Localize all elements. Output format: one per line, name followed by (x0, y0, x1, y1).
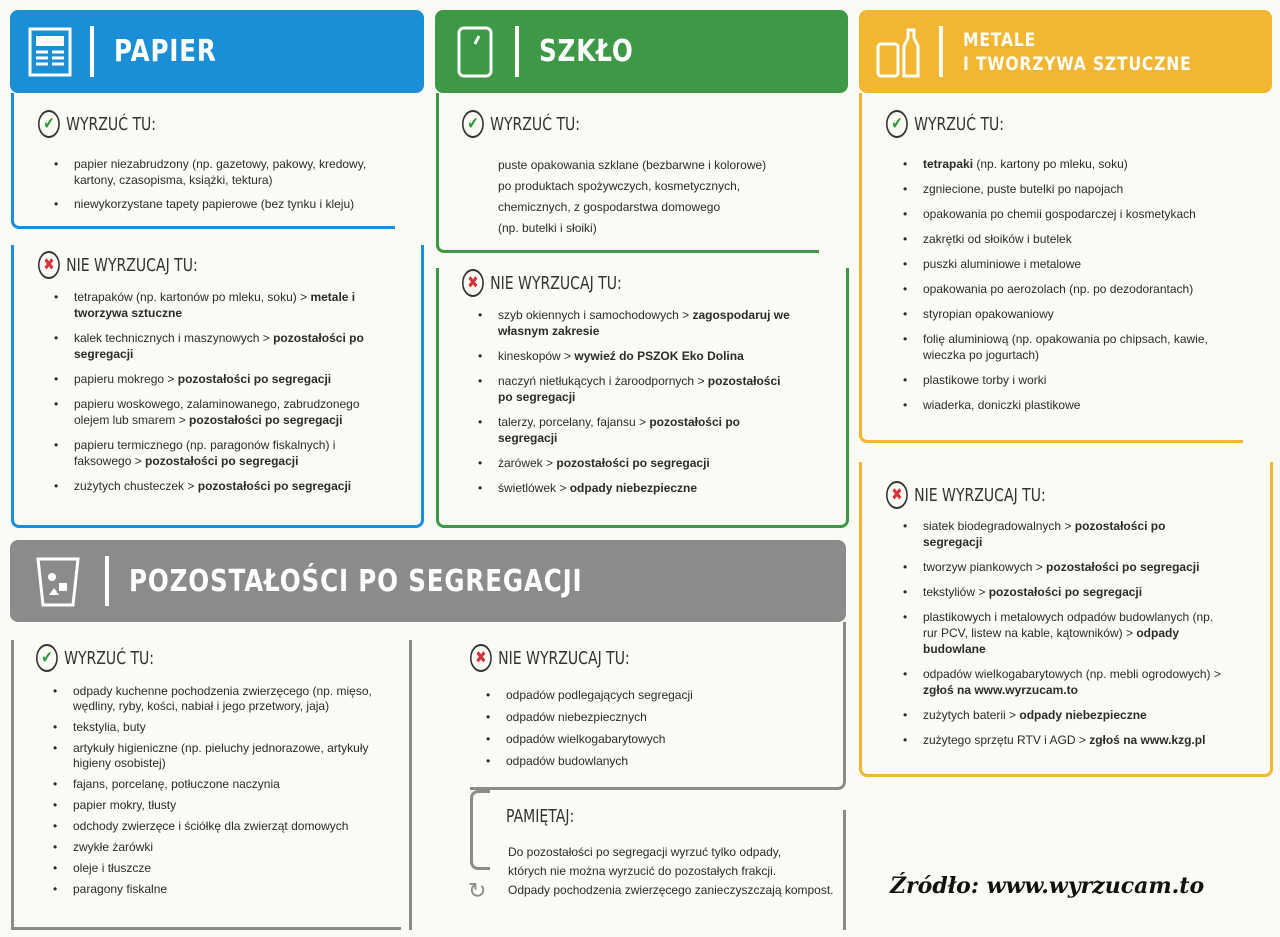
list-item: • fajans, porcelanę, potłuczone naczynia (73, 777, 383, 792)
item-text: puszki aluminiowe i metalowe (923, 257, 1082, 271)
metale-yes-heading: ✔ WYRZUĆ TU: (886, 110, 1004, 138)
list-item (923, 559, 1223, 575)
list-item (498, 455, 798, 471)
list-item: po produktach spożywczych, kosmetycznych, (498, 179, 741, 193)
item-target: pozostałości po segregacji (498, 374, 781, 404)
item-target: wywieź do PSZOK Eko Dolina (574, 349, 744, 363)
item-text: zużytych chusteczek > (74, 479, 198, 493)
item-text: kalek technicznych i maszynowych > (74, 331, 274, 345)
item-text: zakrętki od słoików i butelek (923, 232, 1072, 246)
list-item (923, 306, 1223, 322)
list-item (923, 181, 1223, 197)
papier-yes-list (74, 156, 394, 212)
cross-icon: ✖ (38, 251, 60, 279)
list-item (498, 414, 798, 446)
list-item (923, 707, 1223, 723)
list-item (923, 372, 1223, 388)
item-text: naczyń nietłukących i żaroodpornych > (498, 374, 708, 388)
list-item (498, 373, 798, 405)
papier-title: PAPIER (114, 34, 217, 69)
metale-header (859, 10, 1272, 93)
list-item (923, 331, 1223, 363)
cross-icon: ✖ (470, 644, 492, 672)
item-target: odpady niebezpieczne (569, 481, 698, 495)
list-item: (np. butelki i słoiki) (498, 221, 597, 235)
list-item: • tekstylia, buty (73, 720, 383, 735)
list-item: • odpady kuchenne pochodzenia zwierzęcego (np. mięso, wędliny, ryby, kości, nabiał i jego przetwory, jaja) (73, 684, 383, 714)
list-item (923, 518, 1223, 550)
szklo-yes-list (498, 155, 766, 239)
check-icon: ✔ (38, 110, 60, 138)
list-item (74, 437, 374, 469)
cross-icon: ✖ (886, 481, 908, 509)
item-target: zgłoś na www.wyrzucam.to (923, 683, 1078, 697)
item-text: odpadów wielkogabarytowych (np. mebli ogrodowych) > (923, 667, 1221, 681)
list-item: • odpadów wielkogabarytowych (506, 728, 693, 750)
szklo-header (435, 10, 848, 93)
jar-icon (435, 10, 515, 93)
pozostalosci-header (10, 540, 846, 622)
list-item: puste opakowania szklane (bezbarwne i kolorowe) (498, 158, 767, 172)
list-item (498, 480, 798, 496)
item-target: pozostałości po segregacji (498, 415, 740, 445)
szklo-no-heading: ✖ NIE WYRZUCAJ TU: (462, 269, 622, 297)
item-text: szyb okiennych i samochodowych > (498, 308, 693, 322)
item-text: wiaderka, doniczki plastikowe (923, 398, 1081, 412)
list-item: • papier niezabrudzony (np. gazetowy, pakowy, kredowy, kartony, czasopisma, książki, tektura) (74, 156, 394, 188)
item-text: zużytego sprzętu RTV i AGD > (923, 733, 1090, 747)
item-text: plastikowych i metalowych odpadów budowlanych (np. rur PCV, listew na kable, kątowników) > (923, 610, 1214, 640)
item-target: zgłoś na www.kzg.pl (1089, 733, 1206, 747)
list-item: • odchody zwierzęce i ściółkę dla zwierząt domowych (73, 819, 383, 834)
item-target: pozostałości po segregacji (988, 585, 1143, 599)
list-item (498, 307, 798, 339)
szklo-title: SZKŁO (539, 34, 634, 69)
remember-line: Do pozostałości po segregacji wyrzuć tylko odpady, (508, 845, 782, 859)
szklo-no-list (498, 307, 798, 505)
remember-heading: PAMIĘTAJ: (506, 806, 575, 827)
metale-no-list (923, 518, 1223, 757)
item-target: pozostałości po segregacji (145, 454, 299, 468)
item-target: pozostałości po segregacji (197, 479, 352, 493)
list-item: • odpadów budowlanych (506, 750, 693, 772)
papier-no-heading: ✖ NIE WYRZUCAJ TU: (38, 251, 198, 279)
remember-line: Odpady pochodzenia zwierzęcego zanieczyszczają kompost. (508, 883, 834, 897)
metale-no-heading: ✖ NIE WYRZUCAJ TU: (886, 481, 1046, 509)
item-target: pozostałości po segregacji (189, 413, 343, 427)
list-item (923, 397, 1223, 413)
pozostalosci-title: POZOSTAŁOŚCI PO SEGREGACJI (129, 563, 583, 599)
list-item: • oleje i tłuszcze (73, 861, 383, 876)
list-item (74, 371, 374, 387)
pozostalosci-no-list (506, 684, 693, 772)
item-text: tekstyliów > (923, 585, 989, 599)
item-text: papieru woskowego, zalaminowanego, zabrudzonego olejem lub smarem > (74, 397, 360, 427)
list-item: • odpadów podlegających segregacji (506, 684, 693, 706)
list-item (923, 231, 1223, 247)
list-item (923, 666, 1223, 698)
item-text: zgniecione, puste butelki po napojach (923, 182, 1124, 196)
item-text: papieru mokrego > (74, 372, 178, 386)
list-item: chemicznych, z gospodarstwa domowego (498, 200, 721, 214)
papier-header (10, 10, 424, 93)
pozostalosci-no-heading: ✖ NIE WYRZUCAJ TU: (470, 644, 630, 672)
papier-no-list (74, 289, 374, 503)
list-item: • odpadów niebezpiecznych (506, 706, 693, 728)
item-text: papieru termicznego (np. paragonów fiskalnych) i faksowego > (74, 438, 336, 468)
item-target: pozostałości po segregacji (177, 372, 332, 386)
metale-yes-list (923, 156, 1223, 422)
remember-text (508, 843, 834, 900)
item-target: pozostałości po segregacji (556, 456, 710, 470)
list-item (923, 584, 1223, 600)
item-text: opakowania po aerozolach (np. po dezodorantach) (923, 282, 1194, 296)
list-item (498, 348, 798, 364)
list-item (923, 732, 1223, 748)
list-item (74, 330, 374, 362)
item-text: (np. kartony po mleku, soku) (973, 157, 1128, 171)
list-item: • papier mokry, tłusty (73, 798, 383, 813)
check-icon: ✔ (36, 644, 58, 672)
pozostalosci-yes-heading: ✔ WYRZUĆ TU: (36, 644, 154, 672)
item-target: metale i tworzywa sztuczne (74, 290, 356, 320)
item-text: opakowania po chemii gospodarczej i kosmetykach (923, 207, 1196, 221)
list-item (923, 609, 1223, 657)
item-target: pozostałości po segregacji (923, 519, 1166, 549)
item-target: tetrapaki (923, 157, 974, 171)
item-text: zużytych baterii > (923, 708, 1020, 722)
remember-line: których nie można wyrzucić do pozostałych frakcji. (508, 864, 777, 878)
papier-yes-heading: ✔ WYRZUĆ TU: (38, 110, 156, 138)
item-target: pozostałości po segregacji (74, 331, 364, 361)
item-text: plastikowe torby i worki (923, 373, 1047, 387)
item-target: odpady niebezpieczne (1019, 708, 1147, 722)
check-icon: ✔ (462, 110, 484, 138)
item-text: siatek biodegradowalnych > (923, 519, 1075, 533)
list-item: • zwykłe żarówki (73, 840, 383, 855)
item-target: zagospodaruj we własnym zakresie (498, 308, 790, 338)
list-item (74, 289, 374, 321)
check-icon: ✔ (886, 110, 908, 138)
bin-icon (10, 540, 105, 622)
list-item: • paragony fiskalne (73, 882, 383, 897)
item-text: tworzyw piankowych > (923, 560, 1047, 574)
item-text: żarówek > (498, 456, 557, 470)
pozostalosci-yes-list (73, 684, 383, 897)
item-text: świetlówek > (498, 481, 570, 495)
item-text: talerzy, porcelany, fajansu > (498, 415, 650, 429)
list-item: • artykuły higieniczne (np. pieluchy jednorazowe, artykuły higieny osobistej) (73, 741, 383, 771)
list-item: • niewykorzystane tapety papierowe (bez tynku i kleju) (74, 196, 394, 212)
item-text: kineskopów > (498, 349, 575, 363)
list-item (74, 396, 374, 428)
list-item (923, 206, 1223, 222)
item-target: pozostałości po segregacji (1046, 560, 1200, 574)
szklo-yes-heading: ✔ WYRZUĆ TU: (462, 110, 580, 138)
newspaper-icon (10, 10, 90, 93)
source-caption: Źródło: www.wyrzucam.to (890, 873, 1205, 899)
item-text: folię aluminiową (np. opakowania po chipsach, kawie, wieczka po jogurtach) (923, 332, 1208, 362)
list-item (923, 256, 1223, 272)
item-text: tetrapaków (np. kartonów po mleku, soku) > (74, 290, 311, 304)
cross-icon: ✖ (462, 269, 484, 297)
recycle-arrow-icon: ↻ (468, 878, 487, 903)
list-item (74, 478, 374, 494)
item-text: styropian opakowaniowy (923, 307, 1054, 321)
item-target: odpady budowlane (923, 626, 1179, 656)
list-item (923, 156, 1223, 172)
list-item (923, 281, 1223, 297)
metale-title-1: METALE (963, 28, 1037, 51)
metale-title-2: I TWORZYWA SZTUCZNE (963, 52, 1192, 75)
bottle-can-icon (859, 10, 939, 93)
